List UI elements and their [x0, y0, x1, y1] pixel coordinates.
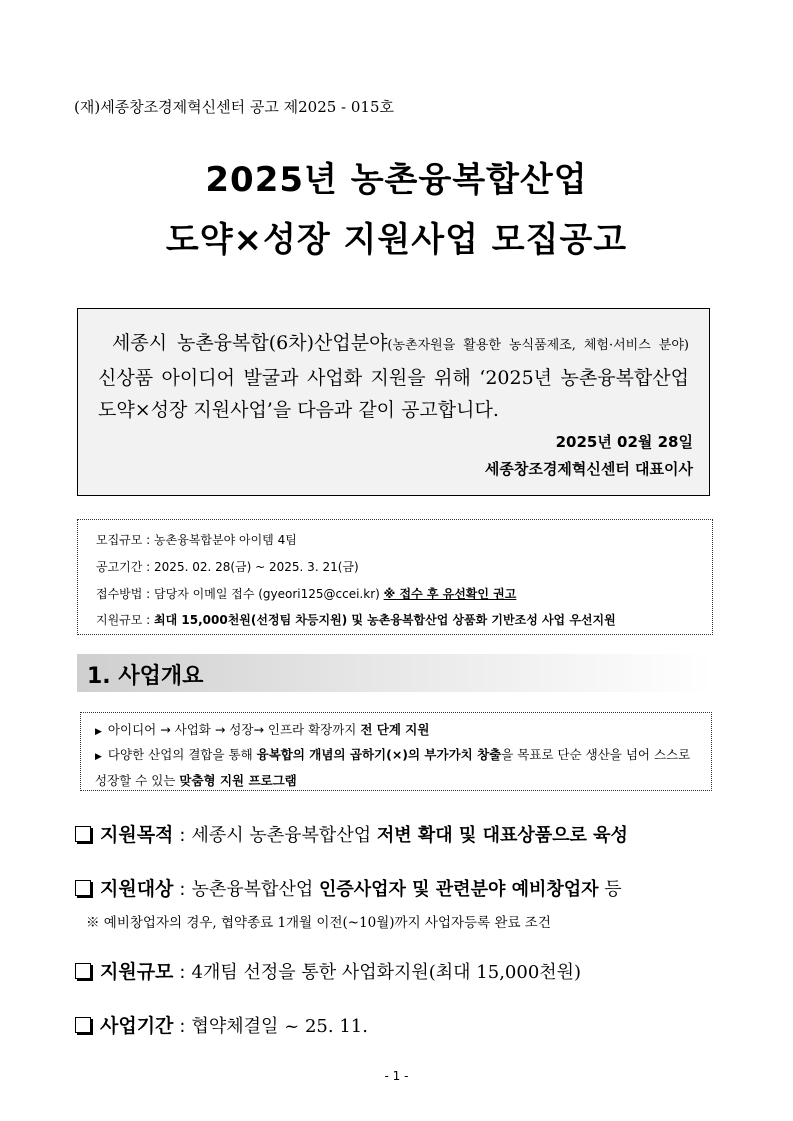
item-target-label: 지원대상 — [100, 878, 174, 900]
title-line-1: 2025년 농촌융복합산업 — [205, 160, 588, 200]
bullet-triangle-icon: ▶ — [95, 752, 102, 762]
checkbox-icon — [75, 826, 91, 842]
summary-method-note: ※ 접수 후 유선확인 권고 — [383, 587, 517, 601]
item-target-colon: : — [179, 879, 186, 900]
item-period-colon: : — [179, 1016, 186, 1037]
bullet-triangle-icon: ▶ — [95, 727, 102, 737]
intro-part-2: (농촌자원을 활용한 농식품제조, 체험·서비스 분야) — [387, 338, 689, 353]
item-scale-label: 지원규모 — [100, 961, 174, 983]
checkbox-icon — [75, 1017, 91, 1033]
bullet-1-text: 아이디어 → 사업화 → 성장→ 인프라 확장까지 — [107, 722, 361, 737]
item-target-strong: 인증사업자 및 관련분야 예비창업자 — [318, 879, 599, 900]
checkbox-icon — [75, 963, 91, 979]
summary-method-text: 접수방법 : 담당자 이메일 접수 (gyeori125@ccei.kr) — [96, 587, 380, 601]
item-purpose-colon: : — [179, 825, 186, 846]
concept-box — [80, 712, 712, 791]
notice-number: (재)세종창조경제혁신센터 공고 제2025 - 015호 — [74, 98, 395, 116]
checkbox-icon — [75, 880, 91, 896]
bullet-2-bold-2: 맞춤형 지원 프로그램 — [179, 773, 297, 788]
summary-method — [96, 585, 516, 602]
intro-box — [77, 308, 710, 496]
section-header — [77, 654, 713, 692]
bullet-2-bold: 융복합의 개념의 곱하기(×)의 부가가치 창출 — [256, 747, 502, 762]
item-purpose-strong: 저변 확대 및 대표상품으로 육성 — [376, 825, 628, 846]
summary-period: 공고기간 : 2025. 02. 28(금) ~ 2025. 3. 21(금) — [96, 560, 359, 574]
announcement-signer: 세종창조경제혁신센터 대표이사 — [484, 460, 693, 478]
title-line-2: 도약×성장 지원사업 모집공고 — [165, 220, 628, 260]
item-target — [75, 874, 622, 901]
intro-part-1: 세종시 농촌융복합(6차)산업분야 — [112, 332, 388, 354]
bullet-2 — [95, 743, 695, 793]
item-scale-value: 4개팀 선정을 통한 사업화지원(최대 15,000천원) — [191, 962, 582, 983]
item-target-value: 농촌융복합산업 — [191, 879, 319, 900]
summary-support — [96, 611, 616, 628]
target-note: ※ 예비창업자의 경우, 협약종료 1개월 이전(~10월)까지 사업자등록 완료 조건 — [86, 915, 551, 931]
summary-scale: 모집규모 : 농촌융복합분야 아이템 4팀 — [96, 533, 297, 547]
item-scale-colon: : — [179, 962, 186, 983]
summary-support-value: 최대 15,000천원(선정팀 차등지원) 및 농촌융복합산업 상품화 기반조성 사업 우선지원 — [154, 613, 616, 627]
item-target-suffix: 등 — [598, 879, 622, 900]
page-number: - 1 - — [384, 1069, 409, 1083]
bullet-2-mid: 을 목표로 단순 생산을 넘어 스스로 성장할 수 있는 — [95, 747, 691, 788]
bullet-1-bold: 전 단계 지원 — [360, 722, 430, 737]
item-purpose-label: 지원목적 — [100, 824, 174, 846]
item-period — [75, 1011, 368, 1038]
item-period-value: 협약체결일 ~ 25. 11. — [191, 1016, 368, 1037]
intro-part-3: 신상품 아이디어 발굴과 사업화 지원을 위해 ‘2025년 농촌융복합산업 도약×성장 지원사업’을 다음과 같이 공고합니다. — [98, 367, 689, 421]
item-period-label: 사업기간 — [100, 1015, 174, 1037]
summary-support-label: 지원규모 : — [96, 613, 155, 627]
section-title: 1. 사업개요 — [87, 664, 204, 689]
announcement-date: 2025년 02월 28일 — [555, 433, 693, 451]
bullet-1 — [95, 720, 429, 738]
bullet-2-pre: 다양한 산업의 결합을 통해 — [107, 747, 257, 762]
item-scale — [75, 957, 581, 984]
intro-text — [98, 327, 689, 426]
item-purpose — [75, 820, 628, 847]
item-purpose-value: 세종시 농촌융복합산업 — [191, 825, 377, 846]
summary-box — [77, 519, 713, 635]
